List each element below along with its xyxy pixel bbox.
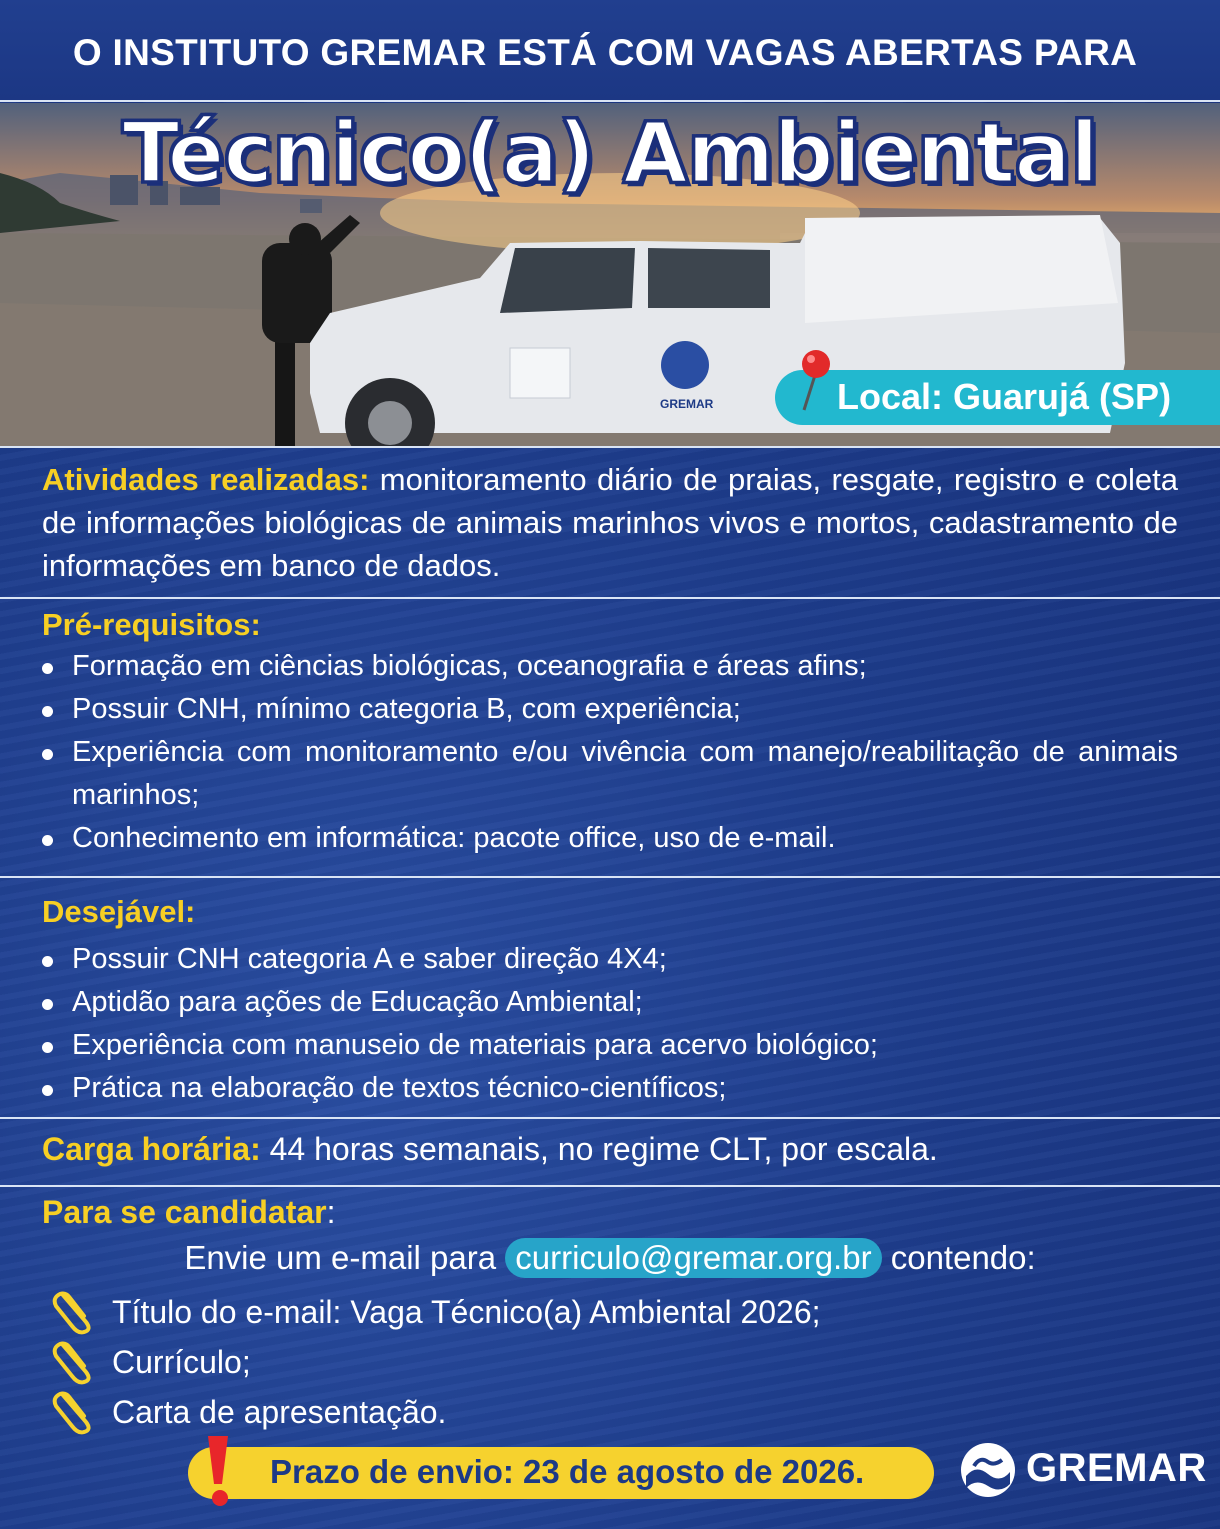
gremar-logo-icon [958, 1440, 1018, 1500]
brand-name: GREMAR [1026, 1446, 1207, 1490]
list-item: Experiência com monitoramento e/ou vivência com manejo/reabilitação de animais marinhos; [42, 731, 1178, 817]
location-text: Local: Guarujá (SP) [837, 376, 1172, 417]
location-badge [775, 370, 1220, 425]
apply-item-text: Carta de apresentação. [112, 1394, 447, 1430]
deadline-badge [188, 1447, 934, 1499]
section-divider [0, 1117, 1220, 1119]
list-item: Aptidão para ações de Educação Ambiental; [42, 981, 1178, 1024]
apply-item-text: Título do e-mail: Vaga Técnico(a) Ambiental 2026; [112, 1294, 821, 1330]
workload-text: 44 horas semanais, no regime CLT, por escala. [260, 1131, 938, 1167]
apply-intro-suffix: contendo: [881, 1239, 1036, 1276]
section-divider [0, 876, 1220, 878]
list-item: Experiência com manuseio de materiais para acervo biológico; [42, 1024, 1178, 1067]
job-title: Técnico(a) Ambiental [122, 104, 1098, 202]
exclamation-icon [198, 1432, 238, 1512]
activities-label: Atividades realizadas: [42, 462, 370, 497]
section-divider [0, 1185, 1220, 1187]
list-item: Possuir CNH categoria A e saber direção 4X4; [42, 938, 1178, 981]
brand-logo [958, 1440, 1207, 1502]
requirements-heading: Pré-requisitos: [42, 607, 261, 642]
requirements-list [42, 645, 1178, 860]
apply-item-text: Currículo; [112, 1344, 251, 1380]
section-divider [0, 597, 1220, 599]
apply-intro-text: Envie um e-mail para [184, 1239, 506, 1276]
requirements-section [42, 605, 1178, 860]
list-item: Formação em ciências biológicas, oceanografia e áreas afins; [42, 645, 1178, 688]
desirable-section [42, 892, 1178, 1110]
paperclip-icon [52, 1334, 96, 1386]
header-title: O INSTITUTO GREMAR ESTÁ COM VAGAS ABERTAS PARA [72, 32, 1138, 73]
activities-text: monitoramento diário de praias, resgate, registro e coleta de informações biológicas de animais marinhos vivos e mortos, cadastramento de informações em banco de dados. [42, 462, 1178, 583]
map-pin-icon [796, 348, 836, 414]
header-bar [0, 0, 1220, 100]
workload-section [42, 1128, 1178, 1171]
list-item: Possuir CNH, mínimo categoria B, com experiência; [42, 688, 1178, 731]
desirable-heading: Desejável: [42, 894, 196, 929]
banner-divider [0, 446, 1220, 448]
apply-section [42, 1194, 1178, 1231]
activities-section [42, 458, 1178, 587]
list-item: Prática na elaboração de textos técnico-científicos; [42, 1067, 1178, 1110]
workload-label: Carga horária: [42, 1131, 261, 1167]
list-item: Conhecimento em informática: pacote office, uso de e-mail. [42, 817, 1178, 860]
paperclip-icon [52, 1284, 96, 1336]
apply-heading: Para se candidatar [42, 1194, 327, 1230]
email-link[interactable]: curriculo@gremar.org.br [505, 1238, 881, 1278]
paperclip-icon [52, 1384, 96, 1436]
desirable-list [42, 938, 1178, 1110]
header-divider [0, 100, 1220, 102]
apply-instructions [0, 1238, 1220, 1278]
deadline-text: Prazo de envio: 23 de agosto de 2026. [270, 1453, 865, 1490]
apply-colon: : [326, 1194, 336, 1230]
svg-text:GREMAR: GREMAR [660, 397, 714, 411]
